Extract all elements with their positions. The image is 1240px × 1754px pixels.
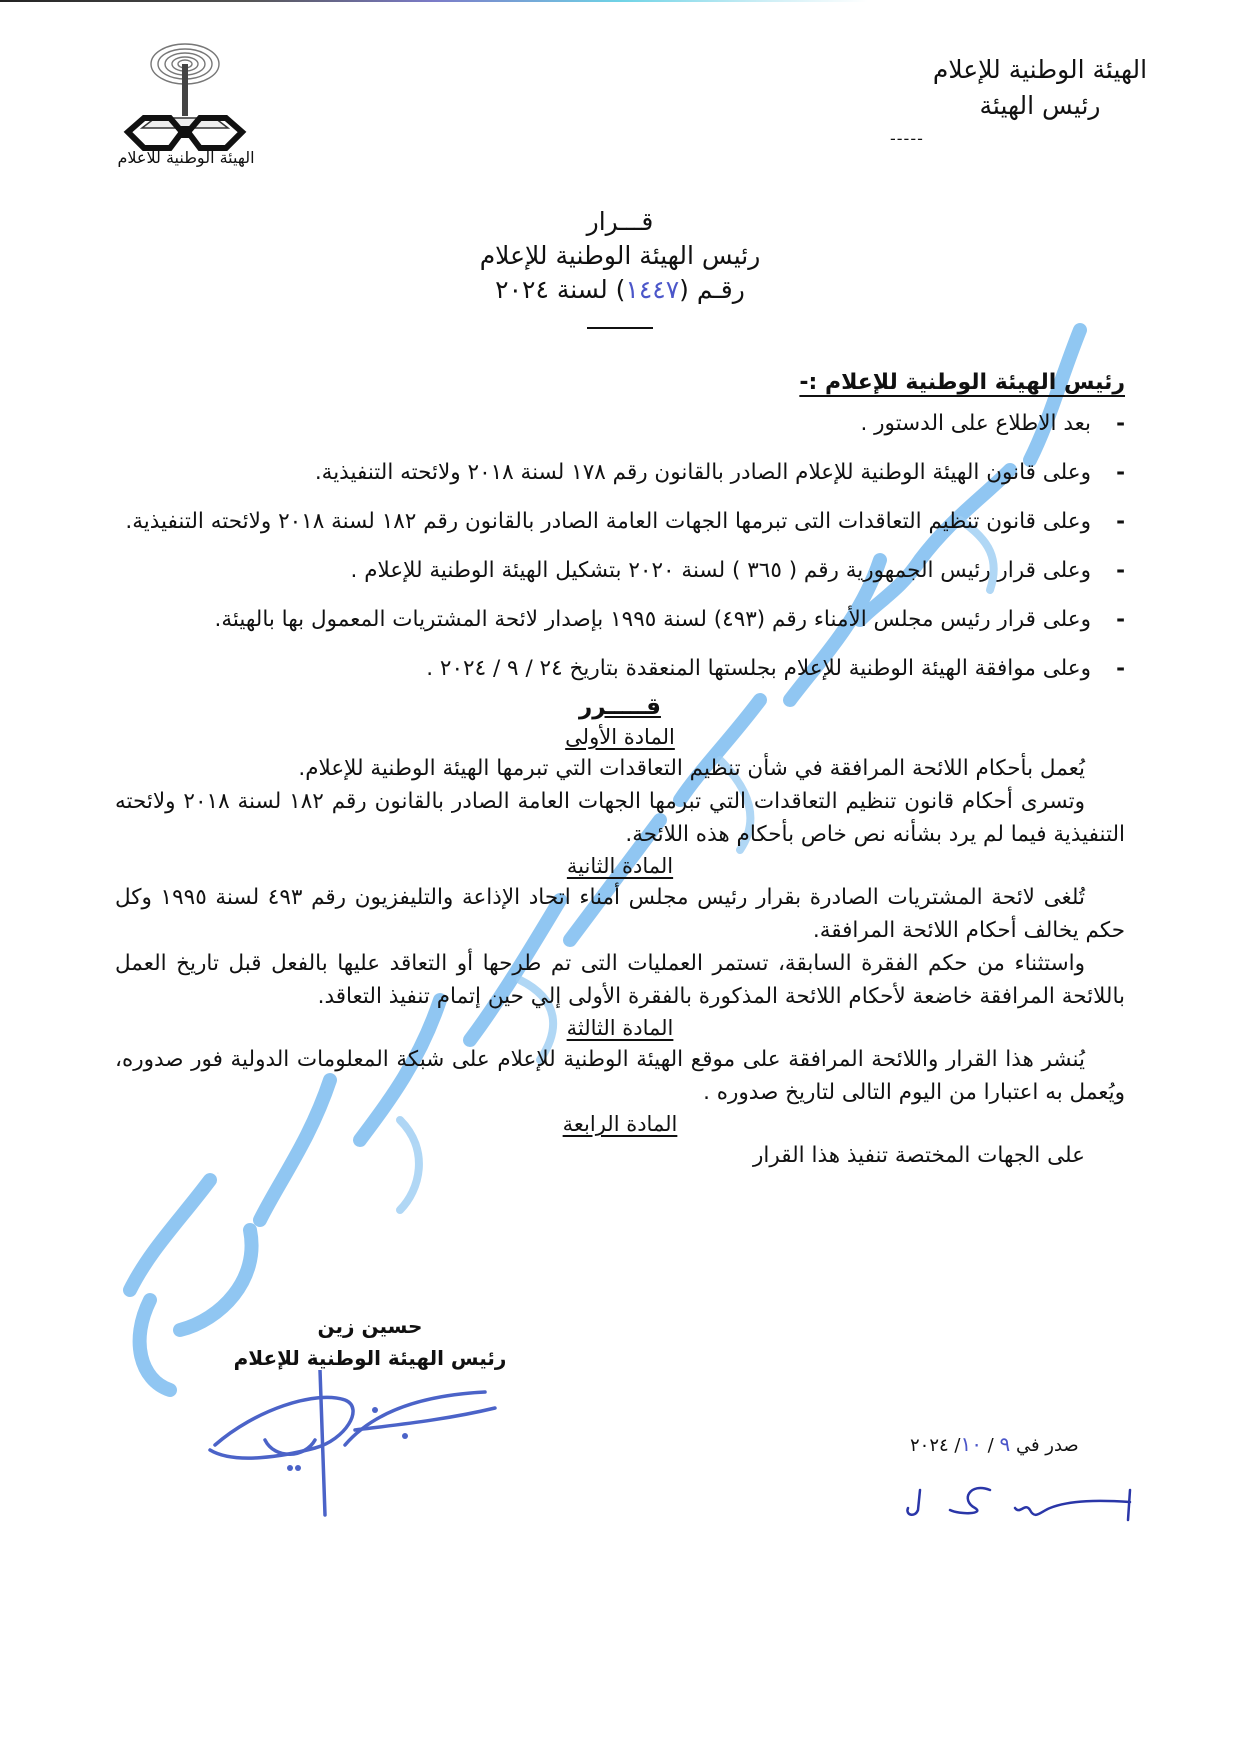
number-suffix: ) لسنة ٢٠٢٤ <box>495 275 626 304</box>
decree-title <box>370 205 870 329</box>
preamble-item: - وعلى قرار رئيس الجمهورية رقم ( ٣٦٥ ) لسنة ٢٠٢٠ بتشكيل الهيئة الوطنية للإعلام . <box>115 553 1125 588</box>
date-separator: / <box>981 1435 1000 1456</box>
article-4 <box>115 1109 1125 1172</box>
office-name: رئيس الهيئة <box>979 91 1101 120</box>
article-paragraph: تُلغى لائحة المشتريات الصادرة بقرار رئيس مجلس أمناء اتحاد الإذاعة والتليفزيون رقم ٤٩٣ لسنة ١٩٩٥ وكل حكم يخالف أحكام اللائحة المرافقة. <box>115 885 1125 943</box>
article-title: المادة الأولى <box>565 725 675 749</box>
article-2 <box>115 851 1125 1013</box>
decree-number: ١٤٤٧ <box>625 275 680 304</box>
preamble-item: - وعلى قانون الهيئة الوطنية للإعلام الصادر بالقانون رقم ١٧٨ لسنة ٢٠١٨ ولائحته التنفيذية. <box>115 455 1125 490</box>
article-paragraph: يُنشر هذا القرار واللائحة المرافقة على موقع الهيئة الوطنية للإعلام على شبكة المعلومات الدولية فور صدوره، ويُعمل به اعتبارا من اليوم التالى لتاريخ صدوره . <box>115 1047 1125 1105</box>
issued-month: ١٠ <box>960 1432 982 1456</box>
issued-date <box>910 1432 1079 1456</box>
preamble-item: - وعلى قانون تنظيم التعاقدات التى تبرمها الجهات العامة الصادر بالقانون رقم ١٨٢ لسنة ٢٠١٨ ولائحته التنفيذية. <box>115 504 1125 539</box>
article-title: المادة الرابعة <box>562 1112 678 1136</box>
article-3 <box>115 1013 1125 1109</box>
signature-block <box>205 1310 535 1374</box>
issued-label: صدر في <box>1015 1435 1079 1456</box>
issued-day: ٩ <box>999 1432 1011 1456</box>
article-title: المادة الثانية <box>566 854 674 878</box>
handwritten-initials-icon <box>890 1470 1150 1530</box>
handwritten-signature-icon <box>195 1370 515 1520</box>
number-prefix: رقـم ( <box>679 275 745 304</box>
decree-heading: قـــرار <box>586 207 654 236</box>
header-separator: ----- <box>890 129 924 148</box>
date-separator: / <box>948 1435 961 1456</box>
article-title: المادة الثالثة <box>566 1016 674 1040</box>
preamble-list <box>115 406 1125 686</box>
preamble-item: - وعلى قرار رئيس مجلس الأمناء رقم (٤٩٣) لسنة ١٩٩٥ بإصدار لائحة المشتريات المعمول بها بالهيئة. <box>115 602 1125 637</box>
article-paragraph: على الجهات المختصة تنفيذ هذا القرار <box>753 1143 1085 1168</box>
organization-name: الهيئة الوطنية للإعلام <box>932 55 1148 84</box>
article-paragraph: واستثناء من حكم الفقرة السابقة، تستمر العمليات التى تم طرحها أو التعاقد عليها بالفعل قبل تاريخ العمل باللائحة المرافقة خاضعة لأحكام اللائحة المذكورة بالفقرة الأولى إلي حين إتمام تنفيذ التعاقد. <box>115 951 1125 1009</box>
decree-issuer: رئيس الهيئة الوطنية للإعلام <box>479 241 761 270</box>
decree-body <box>115 365 1125 1172</box>
preamble-item: - وعلى موافقة الهيئة الوطنية للإعلام بجلستها المنعقدة بتاريخ ٢٤ / ٩ / ٢٠٢٤ . <box>115 651 1125 686</box>
article-paragraph: وتسرى أحكام قانون تنظيم التعاقدات التي تبرمها الجهات العامة الصادر بالقانون رقم ١٨٢ لسنة ٢٠١٨ ولائحته التنفيذية فيما لم يرد بشأنه نص خاص بأحكام هذه اللائحة. <box>115 789 1125 847</box>
logo-caption: الهيئة الوطنية للاعلام <box>117 148 255 167</box>
signatory-title: رئيس الهيئة الوطنية للإعلام <box>233 1346 507 1370</box>
issued-year: ٢٠٢٤ <box>910 1435 949 1456</box>
decree-number-line <box>370 273 870 307</box>
article-1 <box>115 722 1125 851</box>
decides-heading: قـــــرر <box>579 694 661 720</box>
preamble-item: - بعد الاطلاع على الدستور . <box>115 406 1125 441</box>
scan-edge-artifact <box>0 0 1240 2</box>
letterhead <box>890 52 1190 148</box>
title-divider <box>587 327 653 329</box>
signatory-name: حسين زين <box>317 1314 423 1338</box>
article-paragraph: يُعمل بأحكام اللائحة المرافقة في شأن تنظيم التعاقدات التي تبرمها الهيئة الوطنية للإعلام. <box>298 756 1085 781</box>
preamble-lead: رئيس الهيئة الوطنية للإعلام :- <box>799 370 1125 395</box>
